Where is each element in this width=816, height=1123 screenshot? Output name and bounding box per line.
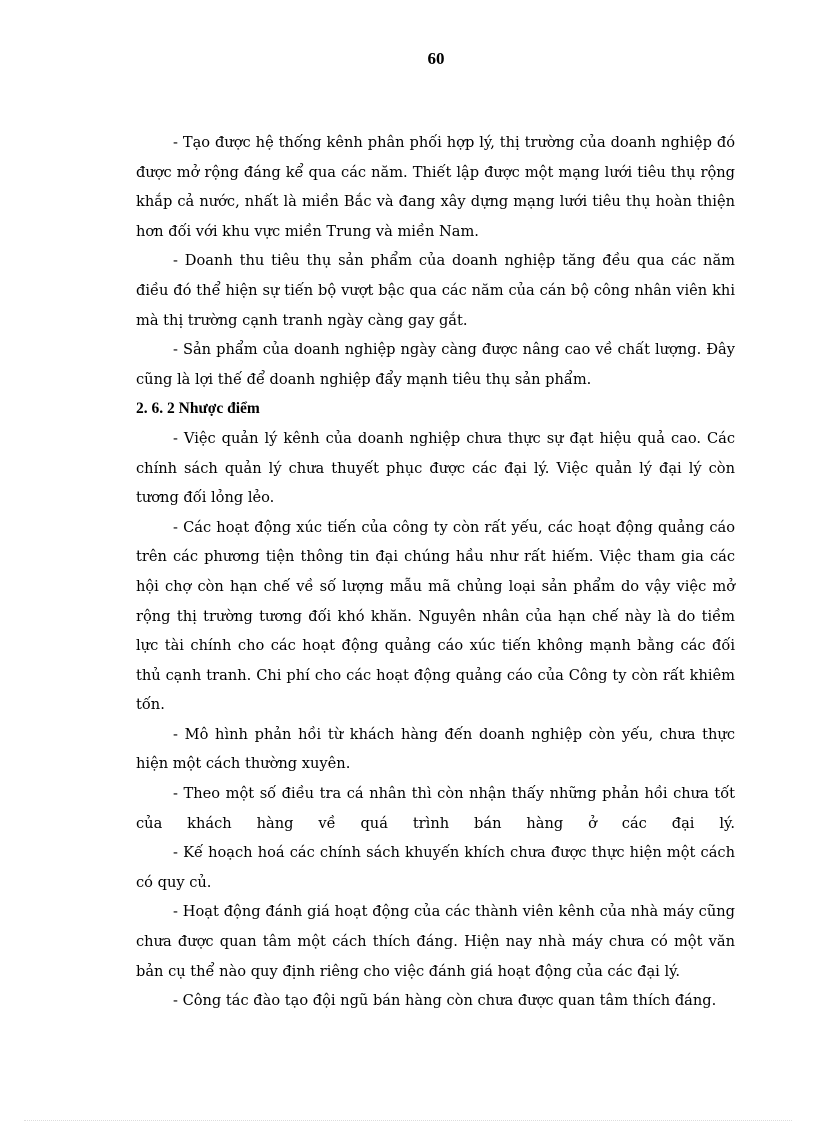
paragraph-customer-feedback: - Mô hình phản hồi từ khách hàng đến doanh nghiệp còn yếu, chưa thực hiện một cách thường xuyên. — [136, 725, 735, 773]
paragraph-promotion-activities: - Các hoạt động xúc tiến của công ty còn rất yếu, các hoạt động quảng cáo trên các phương tiện thông tin đại chúng hầu như rất hiếm. Việc tham gia các hội chợ còn hạn chế về số lượng mẫu mã chủng loại sản phẩm do vậy việc mở rộng thị trường tương đối khó khăn. Nguyên nhân của hạn chế này là do tiềm lực tài chính cho các hoạt động quảng cáo xúc tiến không mạnh bằng các đối thủ cạnh tranh. Chi phí cho các hoạt động quảng cáo của Công ty còn rất khiêm tốn. — [136, 518, 735, 714]
paragraph-channel-system: - Tạo được hệ thống kênh phân phối hợp lý, thị trường của doanh nghiệp đó được mở rộng đáng kể qua các năm. Thiết lập được một mạng lưới tiêu thụ rộng khắp cả nước, nhất là miền Bắc và đang xây dựng mạng lưới tiêu thụ hoàn thiện hơn đối với khu vực miền Trung và miền Nam. — [136, 134, 735, 240]
paragraph-product-quality: - Sản phẩm của doanh nghiệp ngày càng được nâng cao về chất lượng. Đây cũng là lợi thế để doanh nghiệp đẩy mạnh tiêu thụ sản phẩm. — [136, 341, 735, 388]
paragraph-survey-feedback: - Theo một số điều tra cá nhân thì còn nhận thấy những phản hồi chưa tốt của khách hàng về quá trình bán hàng ở các đại lý. — [136, 785, 735, 832]
page-bottom-divider — [24, 1120, 792, 1121]
section-heading: 2. 6. 2 Nhược điểm — [136, 400, 260, 418]
paragraph-channel-management: - Việc quản lý kênh của doanh nghiệp chưa thực sự đạt hiệu quả cao. Các chính sách quản lý chưa thuyết phục được các đại lý. Việc quản lý đại lý còn tương đối lỏng lẻo. — [136, 429, 735, 507]
paragraph-incentive-planning: - Kế hoạch hoá các chính sách khuyến khích chưa được thực hiện một cách có quy củ. — [136, 844, 735, 891]
paragraph-revenue-growth: - Doanh thu tiêu thụ sản phẩm của doanh nghiệp tăng đều qua các năm điều đó thể hiện sự tiến bộ vượt bậc qua các năm của cán bộ công nhân viên khi mà thị trường cạnh tranh ngày càng gay gắt. — [136, 252, 735, 329]
paragraph-sales-training: - Công tác đào tạo đội ngũ bán hàng còn chưa được quan tâm thích đáng. — [173, 992, 717, 1010]
page-number: 60 — [427, 49, 445, 68]
document-body — [136, 128, 735, 1016]
paragraph-member-evaluation: - Hoạt động đánh giá hoạt động của các thành viên kênh của nhà máy cũng chưa được quan tâm một cách thích đáng. Hiện nay nhà máy chưa có một văn bản cụ thể nào quy định riêng cho việc đánh giá hoạt động của các đại lý. — [136, 903, 735, 980]
